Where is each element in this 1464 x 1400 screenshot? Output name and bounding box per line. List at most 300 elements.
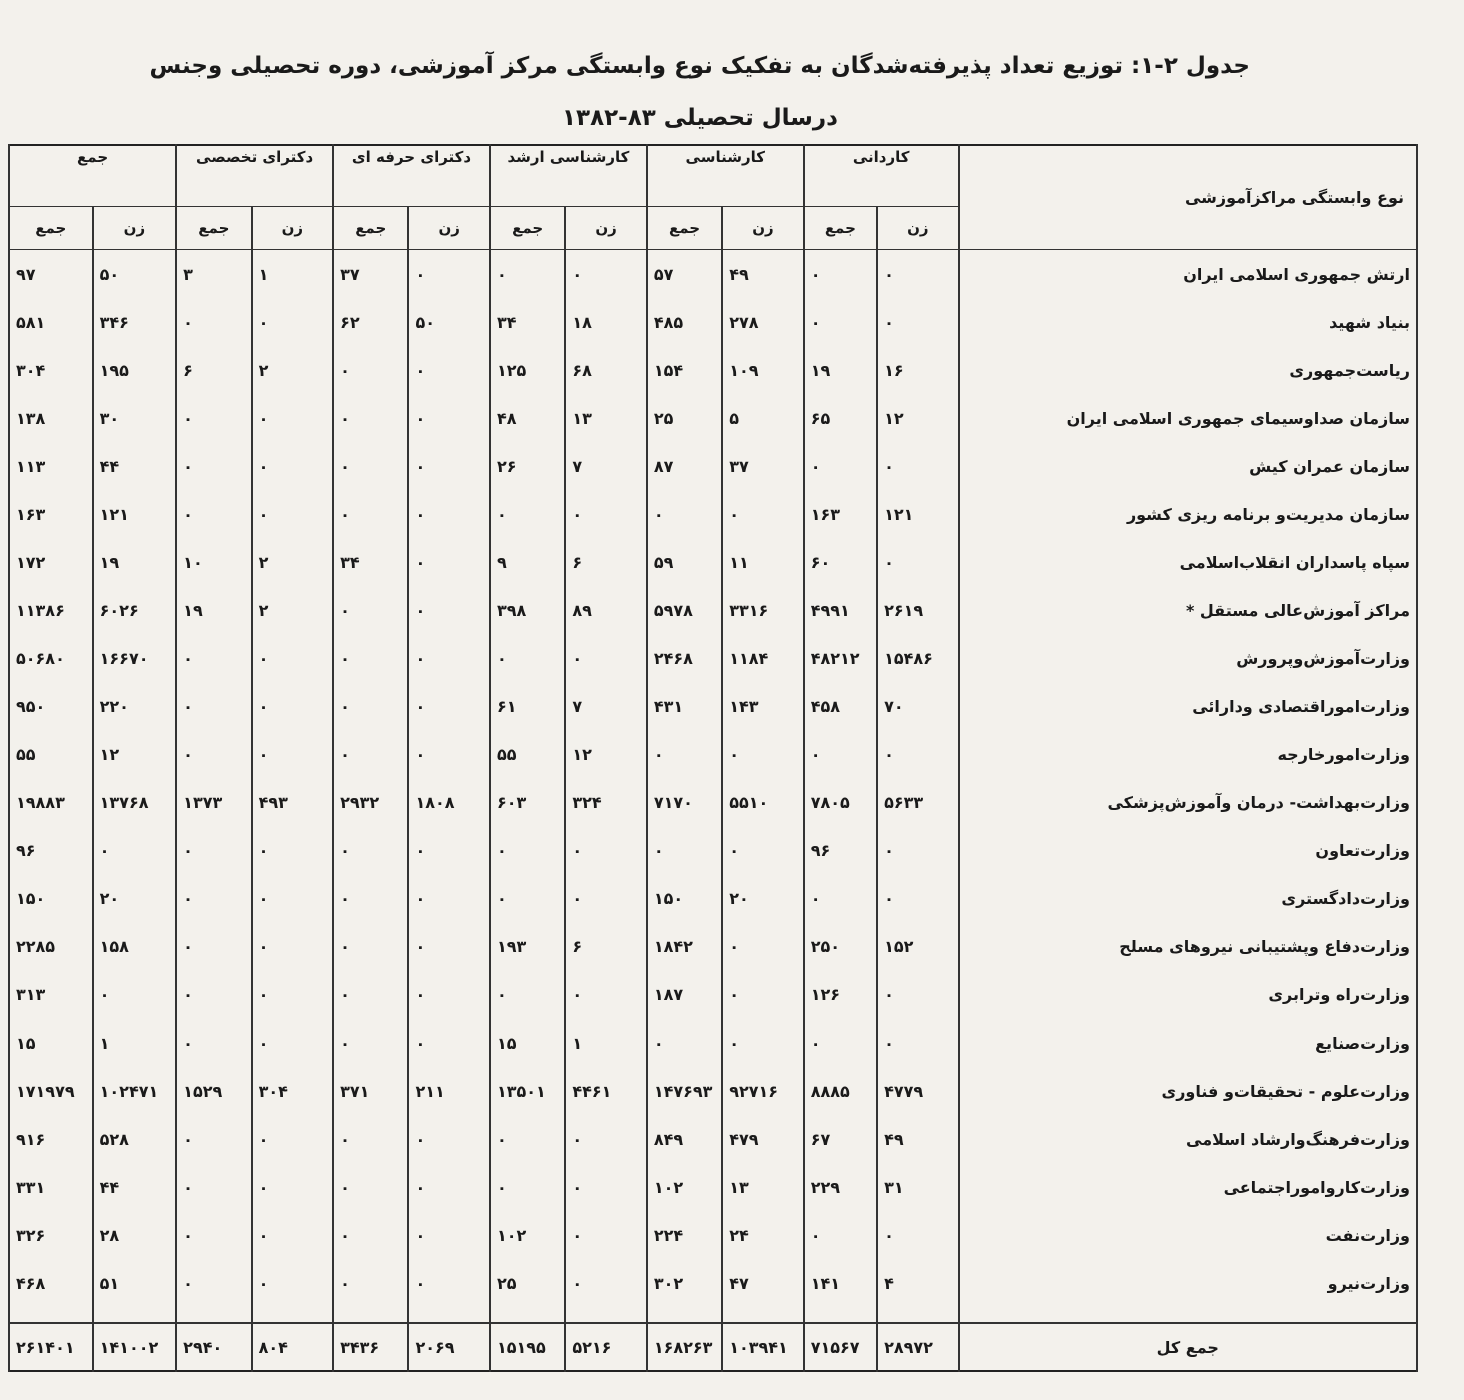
cell-value: ۳۲۶ [9,1211,93,1259]
header-group-arshad: کارشناسی ارشد [490,145,647,207]
cell-value: ۰ [93,827,177,875]
cell-value: ۰ [565,827,647,875]
cell-value: ۰ [176,490,251,538]
table-row [9,1211,1417,1259]
cell-value: ۱ [252,250,334,299]
cell-value: ۱۳ [565,394,647,442]
cell-value: ۴۸۵ [647,298,722,346]
cell-value: ۶۲ [333,298,408,346]
cell-value: ۵۰ [408,298,490,346]
table-row [9,1259,1417,1307]
cell-value: ۳۷ [333,250,408,299]
row-label: وزارت‌فرهنگ‌وارشاد اسلامی [959,1115,1417,1163]
row-label: وزارت‌نیرو [959,1259,1417,1307]
cell-value: ۴۷۷۹ [877,1067,959,1115]
cell-value: ۶ [176,346,251,394]
total-value: ۳۴۳۶ [333,1323,408,1371]
cell-value: ۰ [647,731,722,779]
cell-value: ۲۶۱۹ [877,586,959,634]
cell-value: ۱۹۸۸۳ [9,779,93,827]
cell-value: ۰ [877,971,959,1019]
cell-value: ۱۹ [804,346,877,394]
cell-value: ۴۴ [93,442,177,490]
row-label: سپاه پاسداران انقلاب‌اسلامی [959,538,1417,586]
cell-value: ۱۲ [877,394,959,442]
cell-value: ۱۷۱۹۷۹ [9,1067,93,1115]
cell-value: ۰ [647,1019,722,1067]
title-line-2: درسال تحصیلی ۸۳-۱۳۸۲ [562,105,838,131]
cell-value: ۰ [408,731,490,779]
cell-value: ۰ [408,586,490,634]
cell-value: ۲ [252,538,334,586]
cell-value: ۰ [722,731,804,779]
cell-value: ۳۳۱ [9,1163,93,1211]
table-row [9,394,1417,442]
cell-value: ۰ [176,923,251,971]
header-group-doctora-herfei: دکترای حرفه ای [333,145,490,207]
cell-value: ۱۸ [565,298,647,346]
cell-value: ۱۳ [722,1163,804,1211]
cell-value: ۸۸۸۵ [804,1067,877,1115]
cell-value: ۴۴ [93,1163,177,1211]
cell-value: ۳۰۴ [252,1067,334,1115]
cell-value: ۰ [333,875,408,923]
cell-value: ۴۹۳ [252,779,334,827]
cell-value: ۰ [333,971,408,1019]
cell-value: ۰ [252,1259,334,1307]
table-row [9,490,1417,538]
cell-value: ۶۰ [804,538,877,586]
table-row [9,1019,1417,1067]
cell-value: ۵۵۱۰ [722,779,804,827]
cell-value: ۳۰۴ [9,346,93,394]
cell-value: ۱۵۰ [9,875,93,923]
table-row [9,731,1417,779]
cell-value: ۰ [565,971,647,1019]
cell-value: ۱۵۲۹ [176,1067,251,1115]
cell-value: ۵۹۷۸ [647,586,722,634]
cell-value: ۱۸۷ [647,971,722,1019]
header-total: جمع [176,207,251,250]
cell-value: ۰ [252,923,334,971]
table-row [9,586,1417,634]
cell-value: ۲۲۰ [93,683,177,731]
cell-value: ۰ [176,875,251,923]
cell-value: ۲۴ [722,1211,804,1259]
header-row-groups [9,145,1417,207]
cell-value: ۰ [333,1115,408,1163]
cell-value: ۴۷ [722,1259,804,1307]
total-value: ۱۴۱۰۰۲ [93,1323,177,1371]
cell-value: ۹۷ [9,250,93,299]
cell-value: ۰ [176,1163,251,1211]
cell-value: ۰ [333,1259,408,1307]
cell-value: ۰ [176,635,251,683]
cell-value: ۰ [565,875,647,923]
cell-value: ۰ [333,394,408,442]
cell-value: ۰ [176,298,251,346]
cell-value: ۰ [804,442,877,490]
cell-value: ۶ [565,923,647,971]
cell-value: ۰ [804,731,877,779]
header-woman: زن [877,207,959,250]
cell-value: ۰ [333,1163,408,1211]
cell-value: ۰ [565,1259,647,1307]
total-value: ۷۱۵۶۷ [804,1323,877,1371]
cell-value: ۱۲۵ [490,346,565,394]
cell-value: ۱ [565,1019,647,1067]
cell-value: ۰ [333,586,408,634]
cell-value: ۰ [877,442,959,490]
cell-value: ۰ [176,731,251,779]
cell-value: ۵۷ [647,250,722,299]
cell-value: ۰ [877,731,959,779]
cell-value: ۵۰۶۸۰ [9,635,93,683]
cell-value: ۳۲۴ [565,779,647,827]
cell-value: ۴۴۶۱ [565,1067,647,1115]
cell-value: ۱۲ [93,731,177,779]
row-label: وزارت‌دفاع وپشتیبانی نیروهای مسلح [959,923,1417,971]
table-row [9,1163,1417,1211]
cell-value: ۱۲ [565,731,647,779]
header-woman: زن [252,207,334,250]
cell-value: ۰ [333,442,408,490]
row-label: وزارت‌اموراقتصادی ودارائی [959,683,1417,731]
cell-value: ۰ [565,490,647,538]
cell-value: ۰ [176,827,251,875]
cell-value: ۰ [252,1163,334,1211]
row-label: وزارت‌صنایع [959,1019,1417,1067]
cell-value: ۱۵۴ [647,346,722,394]
cell-value: ۰ [408,1163,490,1211]
cell-value: ۰ [490,1115,565,1163]
cell-value: ۲۹۳۲ [333,779,408,827]
cell-value: ۹۱۶ [9,1115,93,1163]
cell-value: ۹۶ [804,827,877,875]
table-row [9,538,1417,586]
table-body [9,250,1417,1308]
cell-value: ۰ [804,875,877,923]
cell-value: ۹۶ [9,827,93,875]
cell-value: ۱۵۲ [877,923,959,971]
row-label: وزارت‌امورخارجه [959,731,1417,779]
cell-value: ۰ [176,442,251,490]
cell-value: ۰ [333,731,408,779]
cell-value: ۵۰ [93,250,177,299]
header-woman: زن [408,207,490,250]
total-value: ۲۹۴۰ [176,1323,251,1371]
table-row [9,683,1417,731]
cell-value: ۱۲۶ [804,971,877,1019]
header-woman: زن [722,207,804,250]
cell-value: ۸۴۹ [647,1115,722,1163]
row-label: ریاست‌جمهوری [959,346,1417,394]
cell-value: ۰ [252,490,334,538]
cell-value: ۲ [252,346,334,394]
cell-value: ۵۹ [647,538,722,586]
cell-value: ۰ [252,683,334,731]
cell-value: ۰ [804,298,877,346]
cell-value: ۳ [176,250,251,299]
cell-value: ۰ [408,442,490,490]
cell-value: ۰ [408,923,490,971]
cell-value: ۱۳۷۳ [176,779,251,827]
cell-value: ۰ [252,394,334,442]
cell-value: ۰ [252,1115,334,1163]
cell-value: ۱۳۵۰۱ [490,1067,565,1115]
cell-value: ۴۷۹ [722,1115,804,1163]
cell-value: ۳۷ [722,442,804,490]
cell-value: ۰ [333,683,408,731]
table-row [9,827,1417,875]
cell-value: ۱۸۰۸ [408,779,490,827]
cell-value: ۲۲۹ [804,1163,877,1211]
cell-value: ۰ [408,250,490,299]
cell-value: ۵۵ [490,731,565,779]
cell-value: ۲۶ [490,442,565,490]
row-label: بنیاد شهید [959,298,1417,346]
cell-value: ۰ [176,1115,251,1163]
table-row [9,779,1417,827]
cell-value: ۰ [722,490,804,538]
cell-value: ۱۰ [176,538,251,586]
cell-value: ۵۵ [9,731,93,779]
header-total: جمع [647,207,722,250]
cell-value: ۰ [877,827,959,875]
cell-value: ۰ [252,827,334,875]
cell-value: ۰ [565,635,647,683]
row-label: سازمان مدیریت‌و برنامه ریزی کشور [959,490,1417,538]
cell-value: ۵۲۸ [93,1115,177,1163]
cell-value: ۲۵۰ [804,923,877,971]
cell-value: ۰ [647,827,722,875]
cell-value: ۲۴۶۸ [647,635,722,683]
header-woman: زن [565,207,647,250]
cell-value: ۱۸۴۲ [647,923,722,971]
cell-value: ۱۳۸ [9,394,93,442]
cell-value: ۰ [176,683,251,731]
table-row [9,1115,1417,1163]
cell-value: ۶۰۳ [490,779,565,827]
cell-value: ۲۲۸۵ [9,923,93,971]
cell-value: ۱۵ [9,1019,93,1067]
cell-value: ۰ [490,875,565,923]
cell-value: ۳۷۱ [333,1067,408,1115]
cell-value: ۲۰ [93,875,177,923]
cell-value: ۰ [176,971,251,1019]
cell-value: ۰ [252,971,334,1019]
cell-value: ۳۰ [93,394,177,442]
cell-value: ۰ [804,1019,877,1067]
cell-value: ۲۵ [490,1259,565,1307]
cell-value: ۰ [333,346,408,394]
cell-value: ۱۱۳ [9,442,93,490]
cell-value: ۰ [565,1115,647,1163]
cell-value: ۰ [333,827,408,875]
cell-value: ۰ [333,1211,408,1259]
cell-value: ۰ [176,1259,251,1307]
cell-value: ۰ [252,635,334,683]
cell-value: ۳۱ [877,1163,959,1211]
cell-value: ۰ [408,875,490,923]
header-group-kardani: کاردانی [804,145,959,207]
cell-value: ۲۵ [647,394,722,442]
cell-value: ۰ [877,1211,959,1259]
cell-value: ۰ [176,1019,251,1067]
total-row [9,1323,1417,1371]
cell-value: ۰ [877,538,959,586]
cell-value: ۰ [333,635,408,683]
table-row [9,923,1417,971]
cell-value: ۶۰۲۶ [93,586,177,634]
cell-value: ۱۹۵ [93,346,177,394]
cell-value: ۰ [408,490,490,538]
cell-value: ۰ [408,635,490,683]
cell-value: ۰ [490,250,565,299]
cell-value: ۱۶۶۷۰ [93,635,177,683]
cell-value: ۹ [490,538,565,586]
cell-value: ۱۹ [176,586,251,634]
total-value: ۸۰۴ [252,1323,334,1371]
data-table [8,144,1418,1372]
cell-value: ۱۹ [93,538,177,586]
cell-value: ۱۴۳ [722,683,804,731]
header-total: جمع [9,207,93,250]
cell-value: ۱۵ [490,1019,565,1067]
table-row [9,635,1417,683]
cell-value: ۱۱۸۴ [722,635,804,683]
table-row [9,250,1417,299]
table-row [9,971,1417,1019]
cell-value: ۷۰ [877,683,959,731]
cell-value: ۰ [490,635,565,683]
cell-value: ۱۰۲۴۷۱ [93,1067,177,1115]
cell-value: ۰ [408,1115,490,1163]
cell-value: ۳۴ [490,298,565,346]
cell-value: ۰ [877,298,959,346]
cell-value: ۱۲۱ [877,490,959,538]
total-label: جمع کل [959,1323,1417,1371]
header-group-jam: جمع [9,145,176,207]
cell-value: ۶۷ [804,1115,877,1163]
cell-value: ۰ [565,1163,647,1211]
cell-value: ۰ [252,731,334,779]
row-label: وزارت‌بهداشت- درمان وآموزش‌پزشکی [959,779,1417,827]
cell-value: ۰ [176,1211,251,1259]
total-value: ۵۲۱۶ [565,1323,647,1371]
cell-value: ۰ [877,1019,959,1067]
cell-value: ۰ [252,442,334,490]
spacer-row [9,1308,1417,1324]
cell-value: ۰ [408,1259,490,1307]
cell-value: ۱۶۳ [9,490,93,538]
cell-value: ۰ [408,538,490,586]
header-total: جمع [490,207,565,250]
row-label: وزارت‌تعاون [959,827,1417,875]
cell-value: ۰ [877,250,959,299]
total-value: ۱۶۸۲۶۳ [647,1323,722,1371]
header-woman: زن [93,207,177,250]
table-row [9,1067,1417,1115]
cell-value: ۰ [490,1163,565,1211]
header-total: جمع [804,207,877,250]
cell-value: ۲۲۴ [647,1211,722,1259]
cell-value: ۴۸ [490,394,565,442]
cell-value: ۰ [408,971,490,1019]
cell-value: ۰ [408,394,490,442]
cell-value: ۶ [565,538,647,586]
cell-value: ۷۱۷۰ [647,779,722,827]
cell-value: ۱۳۷۶۸ [93,779,177,827]
cell-value: ۵۱ [93,1259,177,1307]
cell-value: ۲۱۱ [408,1067,490,1115]
cell-value: ۱۵۰ [647,875,722,923]
cell-value: ۰ [252,1211,334,1259]
cell-value: ۰ [722,971,804,1019]
cell-value: ۰ [176,394,251,442]
cell-value: ۲۸ [93,1211,177,1259]
cell-value: ۰ [93,971,177,1019]
cell-value: ۰ [804,1211,877,1259]
table-row [9,442,1417,490]
cell-value: ۱۱ [722,538,804,586]
cell-value: ۱۲۱ [93,490,177,538]
cell-value: ۱۰۲ [647,1163,722,1211]
cell-value: ۰ [333,1019,408,1067]
cell-value: ۱۷۲ [9,538,93,586]
cell-value: ۴۹ [877,1115,959,1163]
row-label: وزارت‌علوم - تحقیقات‌و فناوری [959,1067,1417,1115]
cell-value: ۰ [408,1211,490,1259]
row-label: سازمان صداوسیمای جمهوری اسلامی ایران [959,394,1417,442]
cell-value: ۰ [333,923,408,971]
cell-value: ۵۸۱ [9,298,93,346]
total-value: ۲۰۶۹ [408,1323,490,1371]
cell-value: ۰ [722,827,804,875]
row-label: وزارت‌راه وترابری [959,971,1417,1019]
cell-value: ۲۰ [722,875,804,923]
cell-value: ۱۵۸ [93,923,177,971]
cell-value: ۰ [804,250,877,299]
cell-value: ۰ [565,250,647,299]
total-value: ۲۸۹۷۲ [877,1323,959,1371]
total-value: ۲۶۱۴۰۱ [9,1323,93,1371]
row-label: مراکز آموزش‌عالی مستقل * [959,586,1417,634]
cell-value: ۰ [333,490,408,538]
cell-value: ۳۴۶ [93,298,177,346]
cell-value: ۰ [408,827,490,875]
cell-value: ۳۴ [333,538,408,586]
row-label: وزارت‌نفت [959,1211,1417,1259]
table-row [9,298,1417,346]
cell-value: ۲ [252,586,334,634]
cell-value: ۵۶۳۳ [877,779,959,827]
cell-value: ۰ [565,1211,647,1259]
title-line-1: جدول ۲-۱: توزیع تعداد پذیرفته‌شدگان به تفکیک نوع وابستگی مرکز آموزشی، دوره تحصیلی وجنس [149,53,1250,79]
cell-value: ۲۷۸ [722,298,804,346]
cell-value: ۰ [490,490,565,538]
cell-value: ۰ [252,875,334,923]
cell-value: ۴۳۱ [647,683,722,731]
cell-value: ۰ [408,1019,490,1067]
cell-value: ۰ [408,346,490,394]
row-label: سازمان عمران کیش [959,442,1417,490]
cell-value: ۶۱ [490,683,565,731]
cell-value: ۴ [877,1259,959,1307]
cell-value: ۱۴۱ [804,1259,877,1307]
cell-value: ۰ [647,490,722,538]
row-label: وزارت‌دادگستری [959,875,1417,923]
